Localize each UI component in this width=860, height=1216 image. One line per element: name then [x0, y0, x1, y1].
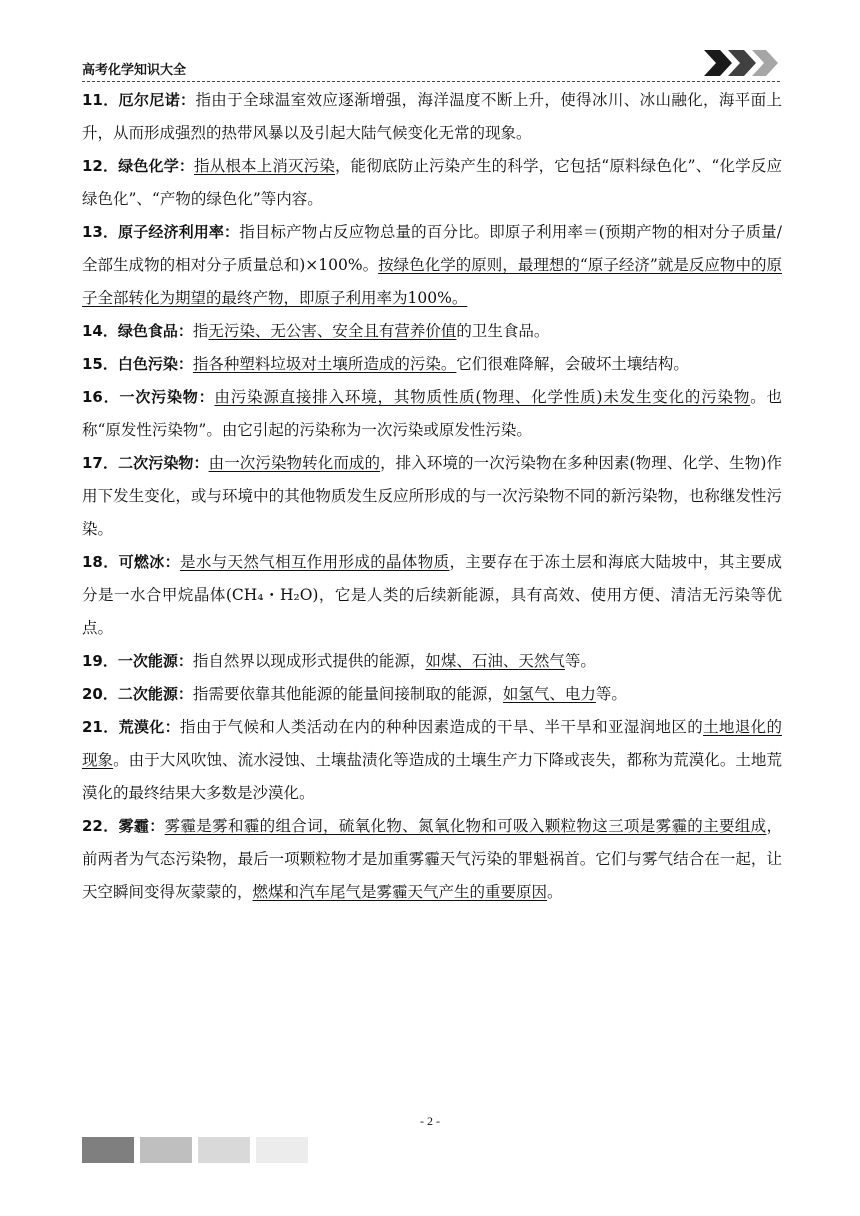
body-text: 指由于气候和人类活动在内的种种因素造成的干旱、半干旱和亚湿润地区的: [179, 718, 704, 736]
definition-entry: [82, 678, 782, 711]
chevron-arrows-icon: [704, 50, 780, 76]
page-number: - 2 -: [420, 1114, 440, 1128]
entry-term-label: 雾霾：: [118, 817, 165, 835]
entry-number: 15．: [82, 355, 118, 373]
body-text: 指由于全球温室效应逐渐增强，海洋温度不断上升，使得冰川、冰山融化，海平面上升，从而形成强烈的热带风暴以及引起大陆气候变化无常的现象。: [82, 91, 782, 142]
underlined-text: 按绿色化学的原则，最理想的“原子经济”就是反应物中的原子全部转化为期望的最终产物，即原子利用率为100%。: [82, 256, 782, 307]
entry-term: [82, 454, 209, 472]
underlined-text: 如氢气、电力: [502, 685, 596, 703]
definition-entry: [82, 348, 782, 381]
entry-term: [82, 652, 193, 670]
entry-number: 12．: [82, 157, 119, 175]
footer-bar: [140, 1137, 192, 1163]
underlined-text: 土地退化的现象: [82, 718, 782, 769]
entry-number: 11．: [82, 91, 119, 109]
entry-term: [82, 157, 194, 175]
header-divider: [82, 81, 780, 82]
entry-term: [82, 355, 193, 373]
entry-number: 21．: [82, 718, 119, 736]
body-text: 等。: [564, 652, 596, 670]
body-text: 等。: [595, 685, 627, 703]
body-text: 指需要依靠其他能源的能量间接制取的能源，: [192, 685, 503, 703]
entry-term-label: 荒漠化：: [118, 718, 180, 736]
header-title: 高考化学知识大全: [82, 63, 187, 78]
entry-number: 14．: [82, 322, 118, 340]
body-text: ，前两者为气态污染物，最后一项颗粒物才是加重雾霾天气污染的罪魁祸首。它们与雾气结合在一起，让天空瞬间变得灰蒙蒙的，: [82, 817, 782, 901]
entry-term: [82, 223, 239, 241]
entry-term: [82, 718, 180, 736]
footer-bar: [198, 1137, 250, 1163]
underlined-text: 指从根本上消灭污染: [194, 157, 335, 175]
entry-number: 13．: [82, 223, 119, 241]
body-text: 指: [192, 322, 209, 340]
entry-term-label: 二次能源：: [117, 685, 193, 703]
footer-bar: [82, 1137, 134, 1163]
underlined-text: 燃煤和汽车尾气是雾霾天气产生的重要原因: [252, 883, 548, 901]
body-text: 它们很难降解，会破坏土壤结构。: [456, 355, 689, 373]
body-text: ，排入环境的一次污染物在多种因素(物理、化学、生物)作用下发生变化，或与环境中的其他物质发生反应所形成的与一次污染物不同的新污染物，也称继发性污染。: [82, 454, 782, 538]
entry-term-label: 绿色化学：: [118, 157, 195, 175]
entry-term: [82, 553, 180, 571]
entry-term: [82, 817, 165, 835]
entry-term: [82, 322, 193, 340]
entry-term: [82, 91, 195, 109]
entry-term: [82, 388, 214, 406]
body-text: 指目标产物占反应物总量的百分比。即原子利用率＝(预期产物的相对分子质量/全部生成物的相对分子质量总和)×100%。: [82, 223, 782, 274]
footer-bar: [256, 1137, 308, 1163]
entry-number: 17．: [82, 454, 119, 472]
underlined-text: 是水与天然气相互作用形成的晶体物质: [179, 553, 450, 571]
definition-entry: [82, 711, 782, 810]
entry-term-label: 绿色食品：: [117, 322, 193, 340]
underlined-text: 如煤、石油、天然气: [425, 652, 565, 670]
body-text: ，主要存在于冻土层和海底大陆坡中，其主要成分是一水合甲烷晶体(CH₄・H₂O)，它是人类的后续新能源，具有高效、使用方便、清洁无污染等优点。: [82, 553, 782, 637]
underlined-text: 无污染、无公害、安全且有营养价值: [208, 322, 457, 340]
body-text: 。也称“原发性污染物”。由它引起的污染称为一次污染或原发性污染。: [82, 388, 782, 439]
entry-number: 19．: [82, 652, 118, 670]
definition-entry: [82, 315, 782, 348]
definition-entry: [82, 645, 782, 678]
entry-term-label: 二次污染物：: [118, 454, 209, 472]
entry-number: 16．: [82, 388, 120, 406]
definition-entry: [82, 84, 782, 150]
body-text: 。: [547, 883, 563, 901]
body-text: ，能彻底防止污染产生的科学，它包括“原料绿色化”、“化学反应绿色化”、“产物的绿色化”等内容。: [82, 157, 782, 208]
entry-term-label: 原子经济利用率：: [118, 223, 240, 241]
definition-entry: [82, 447, 782, 546]
definition-entry: [82, 216, 782, 315]
body-text: 。由于大风吹蚀、流水浸蚀、土壤盐渍化等造成的土壤生产力下降或丧失，都称为荒漠化。土地荒漠化的最终结果大多数是沙漠化。: [82, 751, 782, 802]
definition-entry: [82, 381, 782, 447]
underlined-text: 由一次污染物转化而成的: [208, 454, 381, 472]
entry-term-label: 可燃冰：: [118, 553, 180, 571]
entry-term-label: 厄尔尼诺：: [118, 91, 196, 109]
entry-term-label: 白色污染：: [117, 355, 193, 373]
body-text: 的卫生食品。: [456, 322, 550, 340]
entry-term: [82, 685, 193, 703]
body-text: 指自然界以现成形式提供的能源，: [192, 652, 426, 670]
document-body: [82, 84, 782, 909]
definition-entry: [82, 810, 782, 909]
definition-entry: [82, 150, 782, 216]
definition-entry: [82, 546, 782, 645]
underlined-text: 由污染源直接排入环境，其物质性质(物理、化学性质)未发生变化的污染物: [214, 388, 751, 406]
page-header: [82, 44, 780, 80]
entry-term-label: 一次能源：: [117, 652, 193, 670]
entry-number: 22．: [82, 817, 119, 835]
entry-term-label: 一次污染物：: [119, 388, 215, 406]
entry-number: 18．: [82, 553, 119, 571]
entry-number: 20．: [82, 685, 118, 703]
underlined-text: 雾霾是雾和霾的组合词，硫氧化物、氮氧化物和可吸入颗粒物这三项是雾霾的主要组成: [164, 817, 767, 835]
underlined-text: 指各种塑料垃圾对土壤所造成的污染。: [192, 355, 457, 373]
